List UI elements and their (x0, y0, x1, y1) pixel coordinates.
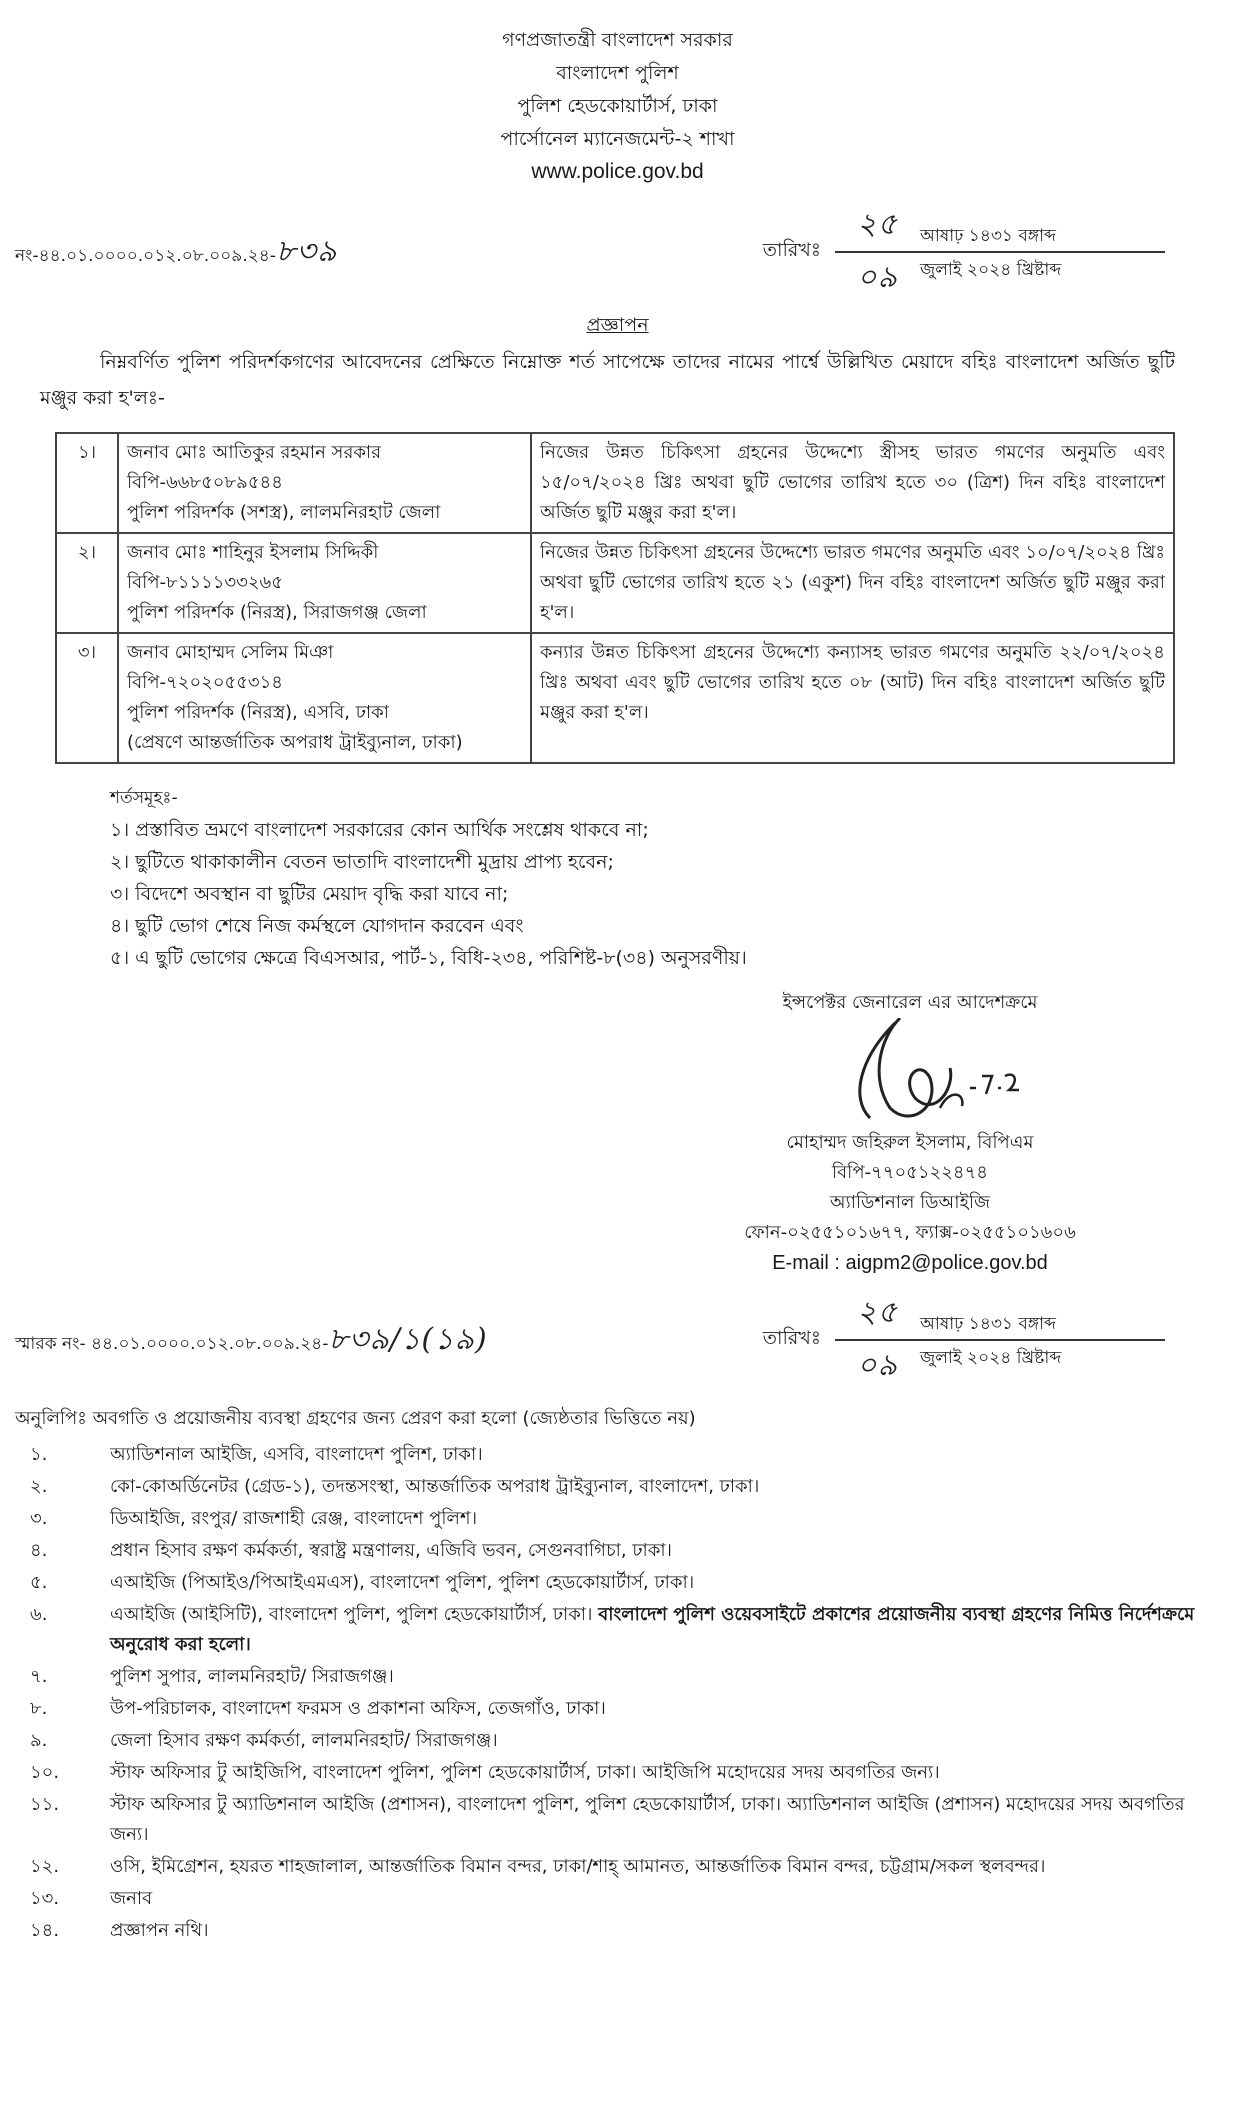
signatory-designation: অ্যাডিশনাল ডিআইজি (829, 1192, 991, 1213)
name-line: পুলিশ পরিদর্শক (নিরস্ত্র), সিরাজগঞ্জ জেলা (127, 602, 427, 623)
condition-item: ৫। এ ছুটি ভোগের ক্ষেত্রে বিএসআর, পার্ট-১, বিধি-২৩৪, পরিশিষ্ট-৮(৩৪) অনুসরণীয়। (110, 947, 747, 969)
copy-recipient (30, 1600, 1200, 1660)
signatory-name: মোহাম্মদ জহিরুল ইসলাম, বিপিএম (786, 1132, 1034, 1153)
copy-recipient-text: প্রজ্ঞাপন নথি। (110, 1920, 209, 1941)
copy-number: ৬. (30, 1604, 48, 1625)
reference-prefix: নং-৪৪.০১.০০০০.০১২.০৮.০০৯.২৪- (15, 245, 276, 266)
copy-recipient (30, 1568, 1200, 1598)
copy-recipient-text: পুলিশ সুপার, লালমনিরহাট/ সিরাজগঞ্জ। (110, 1666, 394, 1687)
copy-recipient (30, 1916, 1200, 1946)
details-cell: কন্যার উন্নত চিকিৎসা গ্রহনের উদ্দেশ্যে কন্যাসহ ভারত গমণের অনুমতি ২২/০৭/২০২৪ খ্রিঃ অথবা এবং ছুটি ভোগের তারিখ হতে ০৮ (আট) দিন বহিঃ বাংলাদেশ অর্জিত ছুটি মঞ্জুর করা হ'ল। (531, 633, 1174, 763)
name-line: পুলিশ পরিদর্শক (সশস্ত্র), লালমনিরহাট জেলা (127, 502, 441, 523)
date-label: তারিখঃ (762, 1327, 821, 1349)
date-block (763, 200, 1165, 304)
copies-list (30, 1440, 1200, 1946)
contact-email[interactable]: E-mail : aigpm2@police.gov.bd (772, 1252, 1048, 1274)
copy-number: ৯. (30, 1730, 48, 1751)
copy-text (110, 1440, 1200, 1470)
copy-number: ১. (30, 1444, 48, 1465)
name-line: জনাব মোঃ শাহিনুর ইসলাম সিদ্দিকী (127, 542, 379, 563)
copy-text (110, 1504, 1200, 1534)
copy-recipient-text: ওসি, ইমিগ্রেশন, হযরত শাহজালাল, আন্তর্জাতিক বিমান বন্দর, ঢাকা/শাহ্ আমানত, আন্তর্জাতিক বিমান বন্দর, চট্টগ্রাম/সকল স্থলবন্দর। (110, 1856, 1046, 1877)
copy-text (110, 1536, 1200, 1566)
copy-text (110, 1694, 1200, 1724)
memo-prefix: স্মারক নং- ৪৪.০১.০০০০.০১২.০৮.০০৯.২৪- (15, 1333, 329, 1354)
contact-phone: ফোন-০২৫৫১০১৬৭৭, ফ্যাক্স-০২৫৫১০১৬০৬ (744, 1222, 1076, 1243)
condition-item: ৩। বিদেশে অবস্থান বা ছুটির মেয়াদ বৃদ্ধি করা যাবে না; (110, 883, 509, 905)
bangla-day: ২৫ (857, 207, 898, 242)
name-line: বিপি-৮১১১১৩৩২৬৫ (127, 572, 283, 593)
name-line: (প্রেষণে আন্তর্জাতিক অপরাধ ট্রাইব্যুনাল, ঢাকা) (127, 732, 463, 753)
name-line: জনাব মোহাম্মদ সেলিম মিঞা (127, 642, 334, 663)
reference-number (15, 227, 337, 278)
name-line: বিপি-৭২০২০৫৫৩১৪ (127, 672, 283, 693)
copy-recipient-text: স্টাফ অফিসার টু অ্যাডিশনাল আইজি (প্রশাসন), বাংলাদেশ পুলিশ, পুলিশ হেডকোয়ার্টার্স, ঢাকা। অ্যাডিশনাল আইজি (প্রশাসন) মহোদয়ের সদয় অবগতির জন্য। (110, 1794, 1185, 1845)
copy-recipient-text: অ্যাডিশনাল আইজি, এসবি, বাংলাদেশ পুলিশ, ঢাকা। (110, 1444, 483, 1465)
copy-recipient-text: ডিআইজি, রংপুর/ রাজশাহী রেঞ্জ, বাংলাদেশ পুলিশ। (110, 1508, 478, 1529)
copy-text (110, 1790, 1200, 1850)
conditions-heading: শর্তসমূহঃ- (110, 788, 178, 808)
handwritten-number: ৮৩৯ (275, 233, 338, 269)
handwritten-memo-number: ৮৩৯/১(১৯) (328, 1321, 488, 1357)
copy-number: ৫. (30, 1572, 48, 1593)
copy-text (110, 1568, 1200, 1598)
govt-name: গণপ্রজাতন্ত্রী বাংলাদেশ সরকার (502, 29, 733, 51)
intro-paragraph: নিম্নবর্ণিত পুলিশ পরিদর্শকগণের আবেদনের প্রেক্ষিতে নিম্নোক্ত শর্ত সাপেক্ষে তাদের নামের পার্শ্বে উল্লিখিত মেয়াদে বহিঃ বাংলাদেশ অর্জিত ছুটি মঞ্জুর করা হ'লঃ- (40, 351, 1175, 409)
date-label: তারিখঃ (762, 239, 821, 261)
copy-number: ১৪. (30, 1920, 60, 1941)
copy-recipient (30, 1472, 1200, 1502)
document-body (0, 200, 1235, 1948)
table-row (56, 533, 1174, 633)
serial-cell: ২। (56, 533, 118, 633)
table-row (56, 633, 1174, 763)
copy-text (110, 1916, 1200, 1946)
copy-number: ১০. (30, 1762, 60, 1783)
bangla-date: আষাঢ় ১৪৩১ বঙ্গাব্দ (920, 1314, 1056, 1334)
branch-name: পার্সোনেল ম্যানেজমেন্ট-২ শাখা (500, 128, 735, 150)
copy-text (110, 1758, 1200, 1788)
copy-recipient (30, 1662, 1200, 1692)
copy-recipient (30, 1536, 1200, 1566)
copy-recipient-text: এআইজি (পিআইও/পিআইএমএস), বাংলাদেশ পুলিশ, পুলিশ হেডকোয়ার্টার্স, ঢাকা। (110, 1572, 695, 1593)
copy-number: ৩. (30, 1508, 48, 1529)
copy-number: ১৩. (30, 1888, 60, 1909)
leave-table (55, 432, 1175, 764)
memo-number (15, 1315, 488, 1366)
memo-row (0, 1288, 1165, 1392)
copy-request-text: বাংলাদেশ পুলিশ ওয়েবসাইটে প্রকাশের প্রয়োজনীয় ব্যবস্থা গ্রহণের নিমিত্ত নির্দেশক্রমে অনুরোধ করা হলো। (110, 1604, 1195, 1655)
copy-number: ১১. (30, 1794, 60, 1815)
officer-cell (118, 633, 531, 763)
copy-number: ৭. (30, 1666, 48, 1687)
copy-text (110, 1884, 1200, 1914)
officer-cell (118, 433, 531, 533)
copy-recipient-text: স্টাফ অফিসার টু আইজিপি, বাংলাদেশ পুলিশ, পুলিশ হেডকোয়ার্টার্স, ঢাকা। আইজিপি মহোদয়ের সদয় অবগতির জন্য। (110, 1762, 940, 1783)
signatory-bp: বিপি-৭৭০৫১২২৪৭৪ (832, 1162, 988, 1183)
copy-recipient-text: কো-কোঅর্ডিনেটর (গ্রেড-১), তদন্তসংস্থা, আন্তর্জাতিক অপরাধ ট্রাইব্যুনাল, বাংলাদেশ, ঢাকা। (110, 1476, 760, 1497)
copy-recipient (30, 1504, 1200, 1534)
copy-number: ৮. (30, 1698, 48, 1719)
letterhead (0, 28, 1235, 193)
copy-recipient (30, 1884, 1200, 1914)
copy-number: ১২. (30, 1856, 60, 1877)
gregorian-date: জুলাই ২০২৪ খ্রিষ্টাব্দ (920, 260, 1062, 280)
website-link[interactable]: www.police.gov.bd (531, 160, 704, 183)
copy-number: ২. (30, 1476, 48, 1497)
details-cell: নিজের উন্নত চিকিৎসা গ্রহনের উদ্দেশ্যে স্ত্রীসহ ভারত গমণের অনুমতি এবং ১৫/০৭/২০২৪ খ্রিঃ অথবা ছুটি ভোগের তারিখ হতে ৩০ (ত্রিশ) দিন বহিঃ বাংলাদেশ অর্জিত ছুটি মঞ্জুর করা হ'ল। (531, 433, 1174, 533)
bangla-date: আষাঢ় ১৪৩১ বঙ্গাব্দ (920, 226, 1056, 246)
copy-recipient-text: উপ-পরিচালক, বাংলাদেশ ফরমস ও প্রকাশনা অফিস, তেজগাঁও, ঢাকা। (110, 1698, 606, 1719)
copy-number: ৪. (30, 1540, 48, 1561)
copy-recipient (30, 1758, 1200, 1788)
conditions (0, 782, 1235, 974)
name-line: বিপি-৬৬৮৫০৮৯৫৪৪ (127, 472, 283, 493)
copy-recipient (30, 1440, 1200, 1470)
copy-recipient (30, 1790, 1200, 1850)
signature-block (700, 988, 1120, 1278)
copy-recipient-text: এআইজি (আইসিটি), বাংলাদেশ পুলিশ, পুলিশ হেডকোয়ার্টার্স, ঢাকা। (110, 1604, 593, 1625)
reference-row (0, 200, 1165, 304)
name-line: পুলিশ পরিদর্শক (নিরস্ত্র), এসবি, ঢাকা (127, 702, 389, 723)
serial-cell: ৩। (56, 633, 118, 763)
gregorian-date: জুলাই ২০২৪ খ্রিষ্টাব্দ (920, 1348, 1062, 1368)
copy-text (110, 1662, 1200, 1692)
condition-item: ২। ছুটিতে থাকাকালীন বেতন ভাতাদি বাংলাদেশী মুদ্রায় প্রাপ্য হবেন; (110, 851, 614, 873)
table-row (56, 433, 1174, 533)
copies-heading: অনুলিপিঃ অবগতি ও প্রয়োজনীয় ব্যবস্থা গ্রহণের জন্য প্রেরণ করা হলো (জ্যেষ্ঠতার ভিত্তিতে নয়) (15, 1408, 696, 1429)
copy-recipient-text: জেলা হিসাব রক্ষণ কর্মকর্তা, লালমনিরহাট/ সিরাজগঞ্জ। (110, 1730, 498, 1751)
condition-item: ৪। ছুটি ভোগ শেষে নিজ কর্মস্থলে যোগদান করবেন এবং (110, 915, 524, 937)
copy-recipient-text: জনাব (110, 1888, 153, 1909)
gregorian-day: ০৯ (857, 260, 898, 295)
copy-recipient (30, 1852, 1200, 1882)
bangla-day: ২৫ (857, 1295, 898, 1330)
serial-cell: ১। (56, 433, 118, 533)
copy-recipient (30, 1694, 1200, 1724)
copy-text (110, 1726, 1200, 1756)
copy-recipient (30, 1726, 1200, 1756)
order-line: ইন্সপেক্টর জেনারেল এর আদেশক্রমে (782, 992, 1038, 1013)
name-line: জনাব মোঃ আতিকুর রহমান সরকার (127, 442, 382, 463)
details-cell: নিজের উন্নত চিকিৎসা গ্রহনের উদ্দেশ্যে ভারত গমণের অনুমতি এবং ১০/০৭/২০২৪ খ্রিঃ অথবা ছুটি ভোগের তারিখ হতে ২১ (একুশ) দিন বহিঃ বাংলাদেশ অর্জিত ছুটি মঞ্জুর করা হ'ল। (531, 533, 1174, 633)
handwritten-signature (700, 1018, 1120, 1128)
copy-recipient-text: প্রধান হিসাব রক্ষণ কর্মকর্তা, স্বরাষ্ট্র মন্ত্রণালয়, এজিবি ভবন, সেগুনবাগিচা, ঢাকা। (110, 1540, 672, 1561)
office-name: পুলিশ হেডকোয়ার্টার্স, ঢাকা (517, 95, 718, 117)
officer-cell (118, 533, 531, 633)
copy-text (110, 1852, 1200, 1882)
org-name: বাংলাদেশ পুলিশ (556, 62, 679, 84)
copy-text (110, 1472, 1200, 1502)
copy-text (110, 1600, 1200, 1660)
memo-date-block (763, 1288, 1165, 1392)
document-title: প্রজ্ঞাপন (586, 314, 649, 336)
gregorian-day: ০৯ (857, 1348, 898, 1383)
condition-item: ১। প্রস্তাবিত ভ্রমণে বাংলাদেশ সরকারের কোন আর্থিক সংশ্লেষ থাকবে না; (110, 819, 649, 841)
